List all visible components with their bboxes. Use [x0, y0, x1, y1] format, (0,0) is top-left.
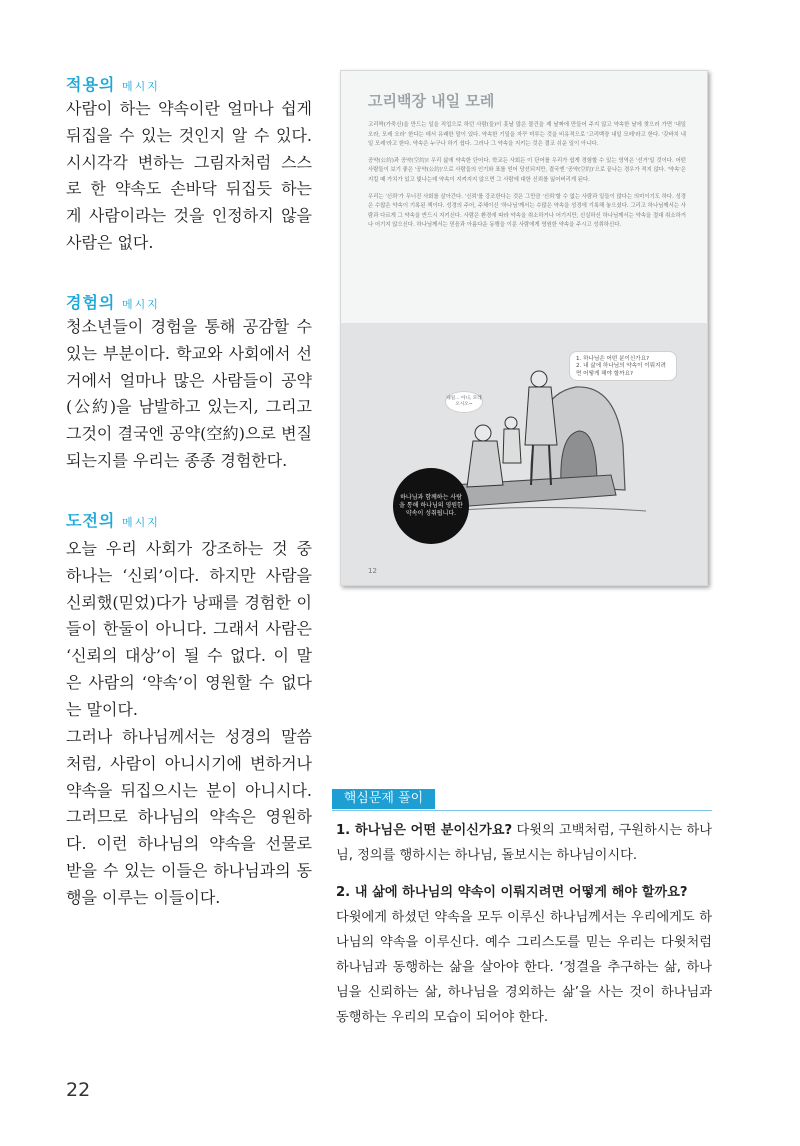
- card-paragraph: 우리는 '신뢰'가 무너진 사회를 살아간다. '신뢰'를 강조한다는 것은 그만큼 '신뢰'할 수 없는 사람과 일들이 많다는 의미이기도 하다. 성경은 수많은 약속이 기록된 책이다. 성경의 주어, 주체이신 '하나님'께서는 수많은 약속을 성경에 기록해 놓으셨다. 그리고 하나님께서는 사람과 다르게 그 약속을 반드시 지키신다. 사람은 환경에 따라 약속을 취소하거나 어기지만, 신실하신 하나님께서는 약속을 절대 취소하거나 어기지 않으신다. 하나님께서는 믿음과 아름다운 동행을 이룬 사람에게 영원한 약속을 주시고 성취하신다.: [368, 193, 686, 229]
- card-title: 고리백장 내일 모레: [368, 92, 495, 110]
- question-speech-bubble: [569, 351, 677, 381]
- heading-small: 메시지: [121, 298, 160, 311]
- answer-1-text: 다윗의 고백처럼, 구원하시는 하나님, 정의를 행하시는 하나님, 돌보시는 하나님이시다.: [336, 823, 712, 863]
- card-paragraph: 고리짝(가죽신)을 만드는 일을 직업으로 하던 사람(들)이 훗날 많은 물건을 제 날짜에 만들어 주지 않고 약속한 날에 찾으러 가면 '내일 오라, 모레 오라' 한다는 데서 유래한 말이 있다. 약속한 기일을 자꾸 미루는 것을 비유적으로 '고리백장 내일 모레'라고 한다. '갖바치 내일 모레'라고 한다. 약속은 누구나 하기 쉽다. 그러나 그 약속을 지키는 것은 결코 쉬운 일이 아니다.: [368, 122, 686, 148]
- heading-small: 메시지: [121, 80, 160, 93]
- card-illustration-area: [341, 323, 707, 586]
- challenge-message-text-2: 그러나 하나님께서는 성경의 말씀처럼, 사람이 아니시기에 변하거나 약속을 뒤집으시는 분이 아니시다. 그러므로 하나님의 약속은 영원하다. 이런 하나님의 약속을 선물로 받을 수 있는 이들은 하나님과의 동행을 이루는 이들이다.: [66, 727, 312, 907]
- heading-small: 메시지: [121, 516, 160, 529]
- experience-message-text: 청소년들이 경험을 통해 공감할 수 있는 부분이다. 학교와 사회에서 선거에서 얼마나 많은 사람들이 공약(公約)을 남발하고 있는지, 그리고 그것이 결국엔 공약(空約)으로 변질되는지를 우리는 종종 경험한다.: [66, 317, 312, 470]
- answer-2-text: 다윗에게 하셨던 약속을 모두 이루신 하나님께서는 우리에게도 하나님의 약속을 이루신다. 예수 그리스도를 믿는 우리는 다윗처럼 하나님과 동행하는 삶을 살아야 한다. ‘정결을 추구하는 삶, 하나님을 신뢰하는 삶, 하나님을 경외하는 삶’을 사는 것이 하나님과 동행하는 우리의 모습이 되어야 한다.: [336, 910, 712, 1025]
- heading-challenge-message: [66, 508, 160, 531]
- heading-main: 적용의: [66, 75, 116, 94]
- application-message-text: 사람이 하는 약속이란 얼마나 쉽게 뒤집을 수 있는 것인지 알 수 있다. 시시각각 변하는 그림자처럼 스스로 한 약속도 손바닥 뒤집듯 하는 게 사람이라는 것을 인정하지 않을 사람은 없다.: [66, 99, 312, 252]
- heading-experience-message: [66, 290, 160, 313]
- heading-main: 경험의: [66, 293, 116, 312]
- challenge-message-text: 오늘 우리 사회가 강조하는 것 중 하나는 ‘신뢰’이다. 하지만 사람을 신뢰했(믿었)다가 낭패를 경험한 이들이 한둘이 아니다. 그래서 사람은 ‘신뢰의 대상’이 될 수 없다. 이 말은 사람의 ‘약속’이 영원할 수 없다는 말이다.: [66, 539, 312, 719]
- card-body: [368, 121, 686, 238]
- page-number: 22: [66, 1079, 91, 1101]
- bubble-question-1: 1. 하나님은 어떤 분이신가요?: [576, 356, 650, 362]
- answer-2: [336, 880, 712, 1030]
- textbook-page-card: [340, 70, 708, 586]
- answer-1: [336, 818, 712, 868]
- key-question-label: 핵심문제 풀이: [332, 789, 435, 809]
- question-2: 2. 내 삶에 하나님의 약속이 이뤄지려면 어떻게 해야 할까요?: [336, 885, 688, 900]
- card-page-number: 12: [368, 567, 377, 575]
- heading-main: 도전의: [66, 511, 116, 530]
- circle-message: 하나님과 함께하는 사람을 통해 하나님의 영원한 약속이 성취됩니다.: [393, 468, 469, 544]
- heading-application-message: [66, 72, 160, 95]
- card-text-area: [341, 71, 707, 323]
- small-speech-bubble: 내일... 아니, 모레 오시오~: [445, 391, 483, 413]
- question-1: 1. 하나님은 어떤 분이신가요?: [336, 823, 513, 838]
- card-paragraph: 공약(公約)과 공약(空約)! 우리 삶에 약속한 단어다. 학교든 사회든 이 단어를 우리가 쉽게 경험할 수 있는 영역은 '선거'일 것이다. 어떤 사람들이 보기 좋은 '공약(公約)'으로 사람들의 인기와 표를 얻어 당선되지만, 결국엔 '공약(空約)'으로 끝나는 경우가 적지 않다. '약속'은 지킬 때 가치가 있고 빛나는데 약속이 지켜지지 않으면 그 사람에 대한 신뢰를 잃어버리게 된다.: [368, 157, 686, 183]
- key-question-divider: [332, 810, 712, 811]
- bubble-question-2: 2. 내 삶에 하나님의 약속이 이뤄지려면 어떻게 해야 할까요?: [576, 363, 666, 377]
